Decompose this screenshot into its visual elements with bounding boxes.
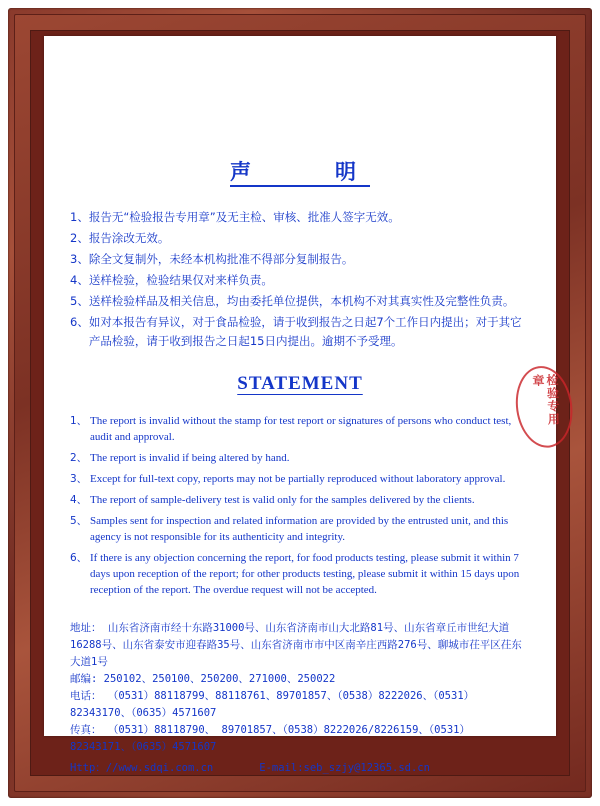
- list-item-text: 如对本报告有异议，对于食品检验，请于收到报告之日起7个工作日内提出；对于其它产品检验，请于收到报告之日起15日内提出。逾期不予受理。: [88, 315, 522, 348]
- list-item-text: 报告涂改无效。: [88, 231, 170, 245]
- list-item: [70, 250, 530, 269]
- list-item-number: 5、: [70, 294, 89, 308]
- list-item-text: 送样检验样品及相关信息，均由委托单位提供，本机构不对其真实性及完整性负责。: [88, 294, 515, 308]
- stamp-text: 检验专用章: [530, 373, 561, 426]
- document-content: [44, 36, 556, 777]
- list-item: [70, 292, 530, 311]
- page-title-chinese: 声 明: [230, 159, 370, 184]
- list-item-number: 2、: [70, 231, 89, 245]
- list-item-number: 2、: [70, 452, 88, 464]
- list-item-text: Except for full-text copy, reports may not be partially reproduced without laboratory approval.: [90, 473, 506, 485]
- list-item-text: The report is invalid without the stamp for test report or signatures of persons who conduct test, audit and approval.: [90, 415, 512, 443]
- list-item: [70, 513, 530, 545]
- list-item-number: 4、: [70, 273, 89, 287]
- list-item-text: The report is invalid if being altered by hand.: [90, 452, 290, 464]
- list-item-text: 除全文复制外，未经本机构批准不得部分复制报告。: [88, 252, 354, 266]
- list-item-number: 6、: [70, 315, 89, 329]
- statement-list-english: [70, 413, 530, 598]
- list-item-number: 1、: [70, 415, 88, 427]
- list-item: [70, 550, 530, 598]
- contact-fax: 传真： （0531）88118790、 89701857、（0538）8222026/8226159、（0531）82343171、（0635）4571607: [70, 724, 470, 753]
- contact-address: 地址： 山东省济南市经十东路31000号、山东省济南市山大北路81号、山东省章丘市世纪大道16288号、山东省泰安市迎春路35号、山东省济南市市中区南辛庄西路276号、聊城市茌平区茌东大道1号: [70, 622, 522, 668]
- list-item: [70, 271, 530, 290]
- list-item-number: 5、: [70, 515, 88, 527]
- document-paper: [44, 36, 561, 774]
- contact-phone: 电话： （0531）88118799、88118761、89701857、（0538）8222026、（0531）82343170、（0635）4571607: [70, 690, 475, 719]
- list-item: [70, 229, 530, 248]
- list-item-number: 3、: [70, 252, 89, 266]
- statement-list-chinese: [70, 208, 530, 351]
- contact-block: [70, 620, 530, 777]
- list-item-number: 4、: [70, 494, 88, 506]
- list-item-text: 报告无“检验报告专用章”及无主检、审核、批准人签字无效。: [88, 210, 400, 224]
- contact-postcode: 邮编: 250102、250100、250200、271000、250022: [70, 673, 336, 685]
- page-title-english: STATEMENT: [237, 373, 363, 394]
- list-item-text: The report of sample-delivery test is valid only for the samples delivered by the clients.: [90, 494, 475, 506]
- list-item-number: 1、: [70, 210, 89, 224]
- list-item: [70, 450, 530, 466]
- list-item-number: 3、: [70, 473, 88, 485]
- contact-website[interactable]: Http：//www.sdqi.com.cn: [70, 762, 214, 774]
- list-item: [70, 208, 530, 227]
- list-item: [70, 492, 530, 508]
- list-item: [70, 471, 530, 487]
- list-item-number: 6、: [70, 552, 88, 564]
- list-item: [70, 413, 530, 445]
- contact-links-row: [70, 760, 530, 777]
- list-item-text: 送样检验，检验结果仅对来样负责。: [88, 273, 273, 287]
- list-item-text: If there is any objection concerning the report, for food products testing, please submit it within 7 days upon reception of the report; for other products testing, please submit it within 15 days upon reception of the report. The overdue request will not be accepted.: [90, 552, 520, 596]
- list-item: [70, 313, 530, 351]
- list-item-text: Samples sent for inspection and related information are provided by the entrusted unit, and this agency is not responsible for its authenticity and integrity.: [90, 515, 509, 543]
- contact-email[interactable]: E-mail:seb_szjy@12365.sd.cn: [259, 762, 430, 774]
